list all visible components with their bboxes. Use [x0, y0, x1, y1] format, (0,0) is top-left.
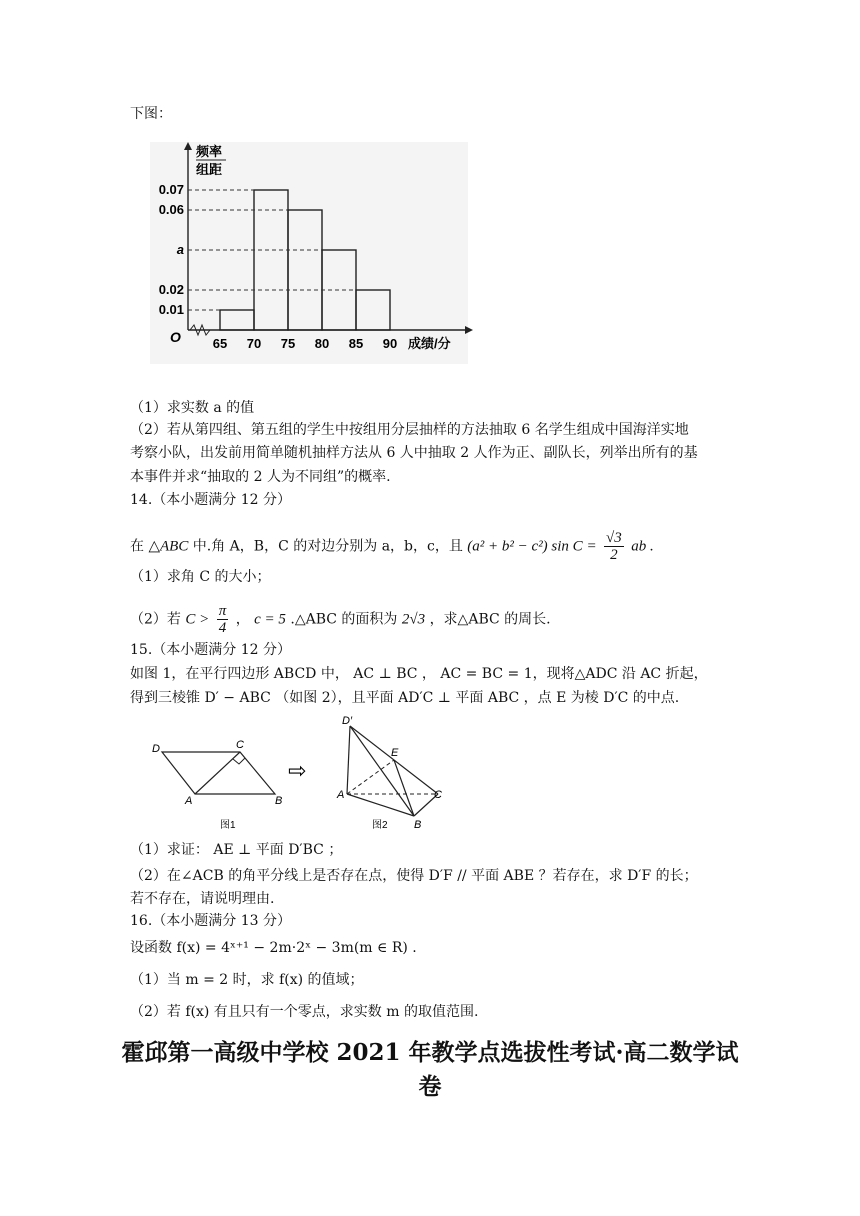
q14-fraction-num: √3	[606, 530, 622, 546]
frequency-histogram	[140, 140, 480, 370]
fig2-caption: 图2	[372, 820, 388, 831]
q14-fraction	[604, 530, 624, 563]
fig2-label-e: E	[391, 747, 399, 759]
x-axis-arrow	[465, 326, 473, 334]
exam-title-line2: 卷	[418, 1073, 442, 1100]
origin-label: O	[170, 329, 181, 345]
q13-part1: （1）求实数 a 的值	[130, 400, 255, 416]
q16-stem: 设函数 f(x) = 4ˣ⁺¹ − 2m·2ˣ − 3m(m ∈ R) .	[130, 940, 417, 956]
q13-part2-line2: 考察小队，出发前用简单随机抽样方法从 6 人中抽取 2 人作为正、副队长，列举出所有的基	[130, 445, 698, 461]
q14-part2	[130, 603, 551, 636]
q14-part2-b: ，	[235, 611, 250, 628]
y-label-bottom: 组距	[196, 162, 223, 177]
figure2	[336, 715, 442, 831]
q14-tail: ab .	[631, 538, 654, 555]
geometry-figures	[150, 712, 445, 832]
x-tick-label: 70	[246, 336, 262, 351]
q15-part2-line2: 若不存在，请说明理由.	[130, 891, 275, 907]
q13-part2-line1: （2）若从第四组、第五组的学生中按组用分层抽样的方法抽取 6 名学生组成中国海洋实地	[130, 422, 689, 438]
q16-part1: （1）当 m = 2 时，求 f(x) 的值域；	[130, 972, 364, 988]
fig1-right-angle-mark	[233, 758, 245, 764]
y-tick-label: 0.02	[158, 282, 184, 297]
fig2-label-c: C	[434, 789, 442, 801]
x-axis-label: 成绩/分	[408, 336, 451, 351]
q14-part2-fraction	[217, 603, 229, 636]
y-label-top: 频率	[196, 144, 223, 159]
fold-arrow-icon: ⇨	[288, 758, 307, 783]
intro-text: 下图：	[130, 106, 172, 122]
fig1-caption: 图1	[220, 820, 236, 831]
q15-heading: 15.（本小题满分 12 分）	[130, 642, 291, 658]
x-tick-label: 75	[280, 336, 296, 351]
q14-triangle: △ABC	[148, 538, 189, 555]
fig2-label-b: B	[414, 819, 422, 831]
fig1-label-c: C	[236, 739, 244, 751]
fig2-edge-AB	[347, 794, 414, 816]
fig1-parallelogram	[162, 752, 275, 794]
q14-part2-frac-num: π	[218, 603, 227, 619]
figure1	[152, 739, 282, 831]
x-tick-label: 80	[314, 336, 330, 351]
fig2-label-a: A	[337, 789, 345, 801]
q14-stem-b: 中.角 A，B，C 的对边分别为 a，b，c，且	[192, 538, 463, 555]
q16-part2: （2）若 f(x) 有且只有一个零点，求实数 m 的取值范围.	[130, 1004, 479, 1020]
q14-stem-a: 在	[130, 538, 144, 555]
q15-part2-line1: （2）在∠ACB 的角平分线上是否存在点，使得 D′F // 平面 ABE ？若存在，求 D′F 的长；	[130, 868, 698, 884]
x-tick-label: 90	[382, 336, 398, 351]
q14-part2-area: 2√3	[401, 611, 426, 628]
fig1-label-d: D	[152, 743, 160, 755]
fig2-edge-dB	[350, 726, 414, 816]
q14-part1: （1）求角 C 的大小；	[130, 569, 271, 585]
x-tick-label: 85	[348, 336, 364, 351]
y-tick-label: 0.07	[158, 182, 184, 197]
q14-part2-d: .△ABC 的面积为	[290, 611, 398, 628]
q14-part2-c: c = 5	[254, 611, 286, 628]
y-tick-label: 0.01	[158, 302, 184, 317]
fig2-edge-dA	[347, 726, 350, 794]
fig1-label-b: B	[275, 795, 283, 807]
q15-line2: 得到三棱锥 D′ − ABC （如图 2），且平面 AD′C ⊥ 平面 ABC ，点 E 为棱 D′C 的中点.	[130, 690, 680, 706]
q14-part2-e: ，求△ABC 的周长.	[429, 611, 551, 628]
q14-part2-frac-den: 4	[218, 620, 227, 636]
fig1-label-a: A	[185, 795, 193, 807]
fig1-diagonal-ac	[195, 752, 240, 794]
q13-part2-line3: 本事件并求“抽取的 2 人为不同组”的概率.	[130, 469, 391, 485]
q14-formula: (a² + b² − c²) sin C =	[467, 538, 597, 555]
q16-heading: 16.（本小题满分 13 分）	[130, 913, 291, 929]
q15-part1: （1）求证： AE ⊥ 平面 D′BC ；	[130, 842, 343, 858]
q14-stem	[130, 530, 654, 563]
exam-title-line1: 霍邱第一高级中学校 2021 年教学点选拔性考试·高二数学试	[121, 1039, 739, 1066]
q14-part2-a: （2）若	[130, 611, 181, 628]
y-tick-label: a	[176, 242, 184, 257]
y-tick-label: 0.06	[158, 202, 184, 217]
q14-fraction-den: 2	[610, 547, 618, 563]
x-tick-label: 65	[212, 336, 228, 351]
q14-heading: 14.（本小题满分 12 分）	[130, 492, 291, 508]
fig2-label-d: D′	[342, 715, 353, 727]
exam-title	[120, 1036, 740, 1104]
q14-part2-cond: C >	[185, 611, 210, 628]
q15-line1: 如图 1，在平行四边形 ABCD 中， AC ⊥ BC ， AC = BC = 1，现将△ADC 沿 AC 折起，	[130, 666, 708, 682]
